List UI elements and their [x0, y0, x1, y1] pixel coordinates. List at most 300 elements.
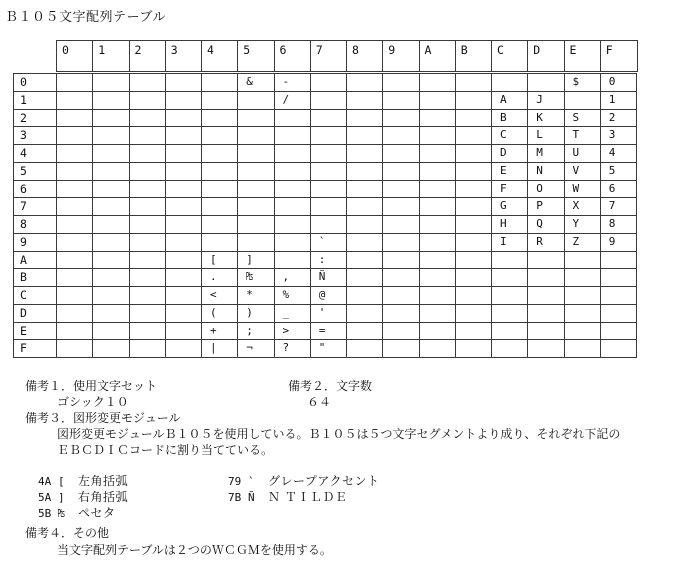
code-assignment — [228, 472, 380, 488]
table-cell: W — [565, 181, 601, 199]
table-cell — [202, 145, 238, 163]
table-cell — [238, 145, 274, 163]
table-cell — [130, 287, 166, 305]
table-cell — [130, 127, 166, 145]
table-cell — [275, 127, 311, 145]
table-cell: J — [528, 92, 564, 110]
table-cell — [93, 198, 129, 216]
table-cell — [130, 74, 166, 92]
glyph-description: グレープアクセント — [268, 474, 380, 488]
table-cell: ¬ — [238, 340, 274, 358]
table-cell — [311, 198, 347, 216]
table-cell — [57, 234, 93, 252]
row-header: 2 — [14, 110, 57, 128]
table-cell — [456, 216, 492, 234]
row-header: 4 — [14, 145, 57, 163]
table-cell: Y — [565, 216, 601, 234]
table-cell: 3 — [601, 127, 637, 145]
table-cell — [347, 269, 383, 287]
table-cell — [202, 92, 238, 110]
table-cell — [456, 252, 492, 270]
table-row — [14, 323, 637, 341]
table-cell — [166, 198, 202, 216]
table-cell — [420, 216, 456, 234]
table-cell — [383, 74, 419, 92]
glyph-description: 左角括弧 — [78, 474, 129, 488]
table-cell: * — [238, 287, 274, 305]
table-cell — [383, 145, 419, 163]
table-cell — [57, 163, 93, 181]
table-cell — [275, 234, 311, 252]
table-cell — [166, 340, 202, 358]
table-cell — [93, 305, 129, 323]
table-cell — [57, 74, 93, 92]
row-header: C — [14, 287, 57, 305]
table-row — [14, 110, 637, 128]
table-cell: S — [565, 110, 601, 128]
code-assignment — [38, 504, 128, 520]
table-cell: 5 — [601, 163, 637, 181]
table-cell — [202, 74, 238, 92]
table-cell — [492, 305, 528, 323]
table-cell — [456, 269, 492, 287]
table-cell — [420, 181, 456, 199]
table-cell: ( — [202, 305, 238, 323]
table-cell — [456, 145, 492, 163]
table-cell — [383, 181, 419, 199]
table-cell: . — [202, 269, 238, 287]
table-cell: 9 — [601, 234, 637, 252]
table-cell — [93, 145, 129, 163]
table-cell — [130, 145, 166, 163]
column-header: D — [528, 41, 564, 71]
table-cell — [565, 92, 601, 110]
table-cell — [456, 323, 492, 341]
table-cell — [420, 252, 456, 270]
table-cell — [93, 163, 129, 181]
table-cell — [130, 323, 166, 341]
table-row — [14, 74, 637, 92]
column-header: 4 — [202, 41, 238, 71]
table-row — [14, 234, 637, 252]
table-cell: ; — [238, 323, 274, 341]
table-cell — [238, 216, 274, 234]
table-cell — [57, 216, 93, 234]
column-header: 5 — [238, 41, 274, 71]
table-cell — [202, 198, 238, 216]
table-cell — [420, 340, 456, 358]
table-cell — [202, 110, 238, 128]
code-table — [13, 73, 637, 358]
table-cell — [528, 74, 564, 92]
table-cell: < — [202, 287, 238, 305]
table-cell — [93, 127, 129, 145]
table-cell — [238, 234, 274, 252]
table-cell — [456, 163, 492, 181]
ebcdic-code: 4A — [38, 475, 52, 488]
table-row — [14, 92, 637, 110]
column-header: B — [456, 41, 492, 71]
table-cell — [528, 287, 564, 305]
table-cell — [311, 216, 347, 234]
table-cell — [347, 287, 383, 305]
table-cell — [311, 181, 347, 199]
table-cell — [166, 216, 202, 234]
table-cell — [347, 110, 383, 128]
table-cell — [420, 198, 456, 216]
table-row — [14, 340, 637, 358]
table-cell: X — [565, 198, 601, 216]
table-cell: ' — [311, 305, 347, 323]
table-cell — [166, 305, 202, 323]
table-cell — [528, 269, 564, 287]
table-cell: - — [275, 74, 311, 92]
table-cell — [238, 163, 274, 181]
table-cell: " — [311, 340, 347, 358]
table-cell — [383, 323, 419, 341]
table-cell — [492, 340, 528, 358]
table-row — [14, 216, 637, 234]
table-cell: / — [275, 92, 311, 110]
table-cell: 2 — [601, 110, 637, 128]
table-cell — [57, 181, 93, 199]
table-cell — [311, 145, 347, 163]
table-cell — [347, 216, 383, 234]
table-cell — [57, 340, 93, 358]
column-header: F — [605, 43, 613, 57]
table-cell — [528, 252, 564, 270]
code-assignments-right — [228, 472, 380, 504]
table-cell — [347, 127, 383, 145]
table-cell: ` — [311, 234, 347, 252]
code-assignment — [38, 488, 128, 504]
table-cell — [311, 127, 347, 145]
table-cell — [565, 305, 601, 323]
code-assignment — [38, 472, 128, 488]
table-cell: 7 — [601, 198, 637, 216]
table-cell: 8 — [601, 216, 637, 234]
glyph: ₧ — [58, 507, 65, 520]
table-cell — [456, 234, 492, 252]
column-header: 0 — [57, 41, 93, 71]
column-header: 1 — [93, 41, 129, 71]
table-cell — [383, 127, 419, 145]
table-cell — [57, 92, 93, 110]
table-cell — [420, 110, 456, 128]
table-cell — [238, 110, 274, 128]
table-cell — [383, 269, 419, 287]
table-cell — [492, 252, 528, 270]
code-assignment — [228, 488, 380, 504]
table-cell — [420, 92, 456, 110]
table-cell — [565, 287, 601, 305]
table-cell — [57, 127, 93, 145]
table-cell: D — [492, 145, 528, 163]
remark3-line1: 図形変更モジュールＢ１０５を使用している。Ｂ１０５は５つ文字セグメントより成り、それぞれ下記の — [57, 427, 621, 441]
table-cell — [420, 269, 456, 287]
table-cell — [347, 252, 383, 270]
table-cell — [93, 269, 129, 287]
column-header: 2 — [130, 41, 166, 71]
table-cell — [565, 323, 601, 341]
table-cell: 6 — [601, 181, 637, 199]
table-cell — [275, 145, 311, 163]
table-cell — [347, 74, 383, 92]
table-cell — [275, 252, 311, 270]
table-cell — [492, 74, 528, 92]
table-cell: M — [528, 145, 564, 163]
table-cell — [347, 305, 383, 323]
table-cell: R — [528, 234, 564, 252]
table-cell — [311, 163, 347, 181]
table-cell — [383, 110, 419, 128]
table-cell — [456, 340, 492, 358]
glyph: [ — [58, 475, 65, 488]
table-cell: , — [275, 269, 311, 287]
row-header: 9 — [14, 234, 57, 252]
table-cell: = — [311, 323, 347, 341]
table-row — [14, 163, 637, 181]
table-cell — [57, 305, 93, 323]
table-cell — [93, 216, 129, 234]
glyph-description: ペセタ — [78, 506, 116, 520]
table-cell — [57, 287, 93, 305]
table-cell: : — [311, 252, 347, 270]
table-cell — [275, 181, 311, 199]
table-cell — [311, 92, 347, 110]
glyph-description: Ｎ ＴＩＬＤＥ — [268, 490, 348, 504]
table-cell: T — [565, 127, 601, 145]
table-cell — [93, 252, 129, 270]
table-cell: L — [528, 127, 564, 145]
table-cell — [202, 127, 238, 145]
table-cell — [420, 145, 456, 163]
table-cell — [456, 181, 492, 199]
table-cell — [420, 287, 456, 305]
table-row — [14, 287, 637, 305]
table-cell — [166, 234, 202, 252]
table-cell: ) — [238, 305, 274, 323]
table-cell — [57, 198, 93, 216]
table-cell — [420, 163, 456, 181]
table-cell — [275, 216, 311, 234]
table-cell — [130, 110, 166, 128]
table-row — [14, 127, 637, 145]
row-header: 3 — [14, 127, 57, 145]
table-cell — [93, 234, 129, 252]
table-cell — [93, 181, 129, 199]
table-cell — [456, 110, 492, 128]
table-cell: N — [528, 163, 564, 181]
table-cell: Q — [528, 216, 564, 234]
table-cell — [347, 323, 383, 341]
row-header: 1 — [14, 92, 57, 110]
table-cell — [347, 92, 383, 110]
glyph: ] — [58, 491, 65, 504]
table-cell: [ — [202, 252, 238, 270]
table-cell: & — [238, 74, 274, 92]
table-cell: 0 — [601, 74, 637, 92]
table-cell — [492, 269, 528, 287]
table-cell — [492, 287, 528, 305]
table-cell — [456, 92, 492, 110]
table-cell — [57, 323, 93, 341]
column-header: 7 — [311, 41, 347, 71]
table-cell: Ñ — [311, 269, 347, 287]
ebcdic-code: 5B — [38, 507, 52, 520]
table-cell — [420, 305, 456, 323]
table-cell — [166, 269, 202, 287]
table-cell — [166, 145, 202, 163]
table-cell — [383, 163, 419, 181]
table-cell — [528, 340, 564, 358]
table-cell — [130, 234, 166, 252]
table-cell — [383, 92, 419, 110]
table-cell — [383, 234, 419, 252]
table-cell — [420, 127, 456, 145]
table-cell — [166, 92, 202, 110]
table-cell: + — [202, 323, 238, 341]
page-title: Ｂ１０５文字配列テーブル — [5, 10, 166, 25]
remark1-label: 備考１．使用文字セット — [25, 379, 158, 393]
column-header: E — [565, 41, 601, 71]
table-cell — [383, 340, 419, 358]
table-cell — [601, 323, 637, 341]
table-cell — [383, 216, 419, 234]
table-cell — [275, 163, 311, 181]
table-cell — [456, 198, 492, 216]
column-header: C — [492, 41, 528, 71]
table-cell: 4 — [601, 145, 637, 163]
table-cell: > — [275, 323, 311, 341]
table-cell: % — [275, 287, 311, 305]
table-cell — [347, 181, 383, 199]
table-cell: ] — [238, 252, 274, 270]
remark3-line2: ＥＢＣＤＩＣコードに割り当てている。 — [57, 443, 274, 457]
table-cell — [130, 269, 166, 287]
table-cell — [166, 181, 202, 199]
table-cell — [383, 198, 419, 216]
table-cell — [238, 92, 274, 110]
table-cell — [166, 110, 202, 128]
table-cell — [601, 252, 637, 270]
ebcdic-code: 79 — [228, 475, 242, 488]
table-cell — [601, 340, 637, 358]
table-cell — [420, 74, 456, 92]
table-cell: 1 — [601, 92, 637, 110]
table-cell: G — [492, 198, 528, 216]
table-cell — [492, 323, 528, 341]
table-cell — [311, 110, 347, 128]
table-cell — [238, 181, 274, 199]
table-cell — [202, 234, 238, 252]
table-cell — [347, 234, 383, 252]
table-cell — [202, 181, 238, 199]
column-header: 6 — [275, 41, 311, 71]
remark3-label: 備考３．図形変更モジュール — [25, 411, 181, 425]
table-cell — [420, 234, 456, 252]
table-cell — [130, 340, 166, 358]
table-row — [14, 145, 637, 163]
table-cell: A — [492, 92, 528, 110]
table-cell — [57, 145, 93, 163]
table-cell — [420, 323, 456, 341]
row-header: 0 — [14, 74, 57, 92]
table-cell: ₧ — [238, 269, 274, 287]
table-cell: K — [528, 110, 564, 128]
table-cell — [166, 74, 202, 92]
table-cell: E — [492, 163, 528, 181]
row-header: D — [14, 305, 57, 323]
table-cell — [601, 269, 637, 287]
table-cell — [130, 181, 166, 199]
table-cell — [130, 92, 166, 110]
table-cell — [601, 287, 637, 305]
table-cell: P — [528, 198, 564, 216]
table-cell — [275, 198, 311, 216]
table-cell — [166, 287, 202, 305]
table-cell — [93, 110, 129, 128]
table-cell — [202, 216, 238, 234]
table-cell — [130, 163, 166, 181]
table-cell — [130, 305, 166, 323]
table-cell — [238, 127, 274, 145]
table-cell — [528, 305, 564, 323]
table-cell — [456, 127, 492, 145]
table-cell: $ — [565, 74, 601, 92]
table-cell — [347, 340, 383, 358]
table-cell — [93, 340, 129, 358]
table-cell — [565, 269, 601, 287]
table-cell: | — [202, 340, 238, 358]
table-cell — [130, 252, 166, 270]
table-cell — [130, 216, 166, 234]
ebcdic-code: 7B — [228, 491, 242, 504]
table-cell — [57, 110, 93, 128]
glyph: ` — [248, 475, 255, 488]
code-assignments-left — [38, 472, 128, 520]
table-row — [14, 305, 637, 323]
table-cell — [383, 287, 419, 305]
table-cell — [166, 127, 202, 145]
row-header: 7 — [14, 198, 57, 216]
table-cell — [456, 305, 492, 323]
table-cell — [238, 198, 274, 216]
table-cell — [166, 323, 202, 341]
table-cell — [456, 74, 492, 92]
table-cell: C — [492, 127, 528, 145]
table-cell — [347, 198, 383, 216]
table-cell — [383, 305, 419, 323]
table-row — [14, 198, 637, 216]
table-cell — [166, 252, 202, 270]
table-cell: @ — [311, 287, 347, 305]
glyph: Ñ — [248, 491, 255, 504]
row-header: 8 — [14, 216, 57, 234]
table-cell — [93, 287, 129, 305]
table-cell — [93, 74, 129, 92]
column-header: A — [420, 41, 456, 71]
table-cell — [93, 323, 129, 341]
table-cell: I — [492, 234, 528, 252]
table-cell: U — [565, 145, 601, 163]
table-cell — [528, 323, 564, 341]
table-cell: O — [528, 181, 564, 199]
table-cell — [202, 163, 238, 181]
table-column-headers — [56, 40, 638, 72]
table-cell — [275, 110, 311, 128]
table-cell — [456, 287, 492, 305]
